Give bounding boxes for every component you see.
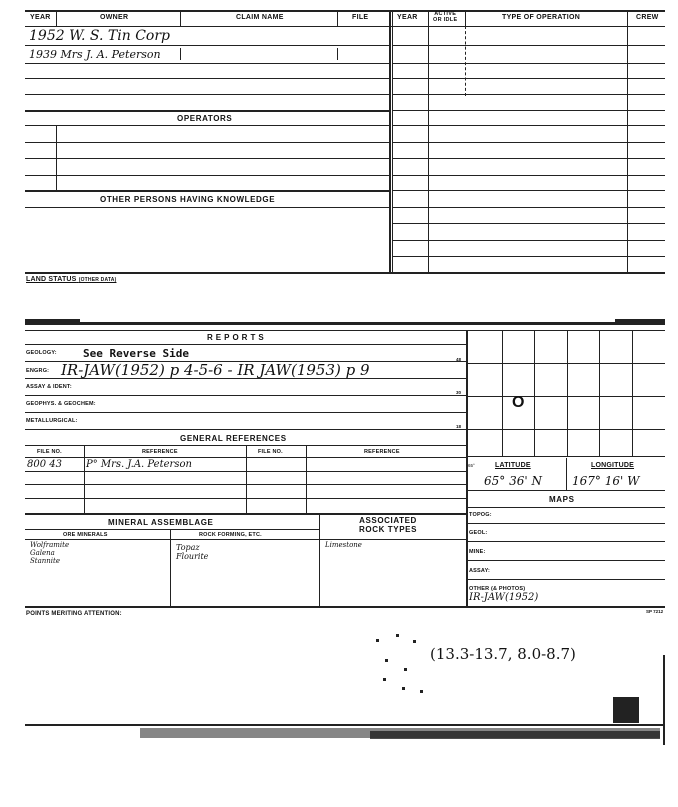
header-active-or-idle: ACTIVE OR IDLE: [433, 11, 458, 23]
header-file: FILE: [352, 14, 369, 21]
other-photos-value: IR-JAW(1952): [469, 592, 539, 603]
col-reference: REFERENCE: [142, 449, 178, 455]
owner-row-2: 1939 Mrs J. A. Peterson: [29, 48, 161, 61]
latitude-label: LATITUDE: [495, 462, 531, 469]
geophys-label: GEOPHYS. & GEOCHEM:: [26, 401, 96, 407]
form-code: SP 7212: [646, 609, 664, 614]
mineral-assemblage-title: MINERAL ASSEMBLAGE: [108, 518, 214, 527]
grid-number-48: 48: [456, 357, 462, 362]
col-file-no: FILE NO.: [37, 449, 62, 455]
assay-ident-label: ASSAY & IDENT:: [26, 384, 72, 390]
header-year-2: YEAR: [397, 14, 418, 21]
col-file-no-2: FILE NO.: [258, 449, 283, 455]
grid-number-18: 18: [456, 424, 462, 429]
assay-label: ASSAY:: [469, 568, 491, 574]
coordinate-note: (13.3-13.7, 8.0-8.7): [430, 645, 576, 663]
other-persons-title: OTHER PERSONS HAVING KNOWLEDGE: [100, 195, 276, 204]
grid-number-30: 30: [456, 390, 462, 395]
land-status-label: LAND STATUS (OTHER DATA): [26, 276, 117, 283]
grid-mark: O: [512, 394, 525, 411]
general-references-title: GENERAL REFERENCES: [180, 434, 287, 443]
geology-label: GEOLOGY:: [26, 350, 57, 356]
associated-rock-value: Limestone: [325, 541, 362, 549]
rock-forming-value: Topaz Flourite: [176, 543, 209, 561]
other-photos-label: OTHER (& PHOTOS): [469, 586, 526, 592]
operators-title: OPERATORS: [177, 114, 233, 123]
maps-title: MAPS: [549, 495, 575, 504]
longitude-value: 167° 16' W: [572, 474, 640, 488]
rock-forming-label: ROCK FORMING, ETC.: [199, 532, 262, 538]
header-crew: CREW: [636, 14, 659, 21]
header-owner: OWNER: [100, 14, 129, 21]
reports-title: REPORTS: [207, 333, 267, 342]
latitude-prefix: 65°: [468, 463, 475, 468]
metallurgical-label: METALLURGICAL:: [26, 418, 78, 424]
header-type-of-operation: TYPE OF OPERATION: [502, 14, 581, 21]
longitude-label: LONGITUDE: [591, 462, 635, 469]
header-claim-name: CLAIM NAME: [236, 14, 284, 21]
engrg-label: ENGRG:: [26, 368, 50, 374]
ore-minerals-value: Wolframite Galena Stannite: [30, 541, 70, 565]
ore-minerals-label: ORE MINERALS: [63, 532, 108, 538]
mine-label: MINE:: [469, 549, 486, 555]
engrg-value: IR-JAW(1952) p 4-5-6 - IR JAW(1953) p 9: [61, 361, 370, 379]
reference-file-no: 800 43: [27, 459, 62, 470]
reference-entry: P° Mrs. J.A. Peterson: [86, 459, 192, 470]
geology-value: See Reverse Side: [83, 347, 189, 360]
points-meriting-attention-label: POINTS MERITING ATTENTION:: [26, 611, 122, 617]
owner-row-1: 1952 W. S. Tin Corp: [29, 28, 170, 44]
topog-label: TOPOG:: [469, 512, 492, 518]
header-year: YEAR: [30, 14, 51, 21]
associated-rock-types-label: ASSOCIATED ROCK TYPES: [359, 516, 418, 534]
geol-label: GEOL:: [469, 530, 488, 536]
col-reference-2: REFERENCE: [364, 449, 400, 455]
latitude-value: 65° 36' N: [484, 474, 542, 488]
